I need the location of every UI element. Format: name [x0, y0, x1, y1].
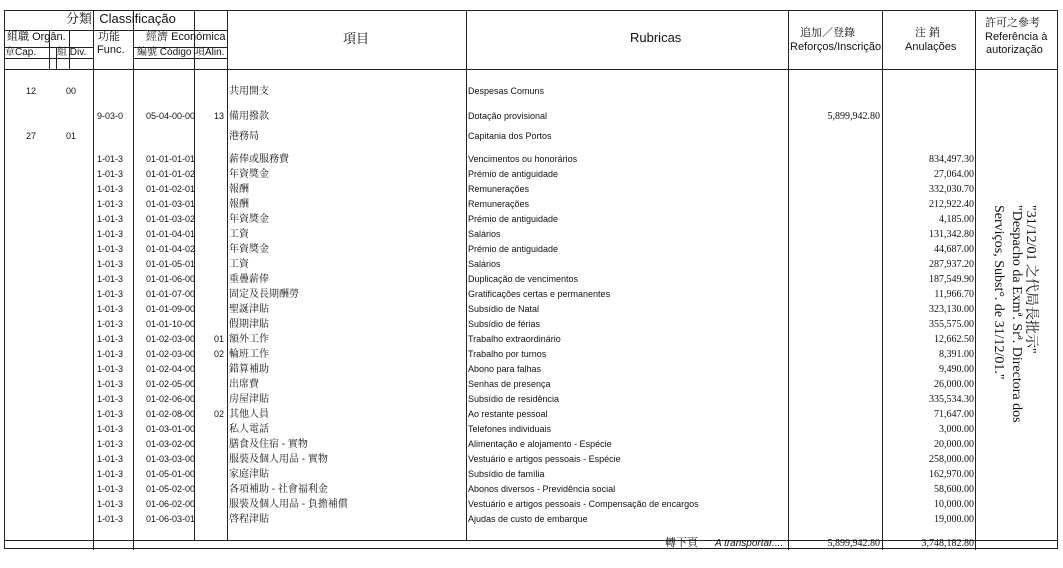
code-cell: 01-01-03-02	[146, 214, 196, 224]
func-cell: 1-01-3	[97, 244, 124, 254]
rubrica-cell: Prémio de antiguidade	[468, 169, 559, 179]
code-cell: 01-06-03-01	[146, 514, 196, 524]
item-zh-cell: 錯算補助	[229, 364, 269, 375]
cap-zh: 章	[5, 47, 15, 58]
anulacao-cell: 27,064.00	[934, 169, 974, 180]
item-zh-cell: 聖誕津貼	[229, 304, 269, 315]
anulacao-cell: 332,030.70	[929, 184, 974, 195]
code-cell: 01-01-01-01	[146, 154, 196, 164]
rubrica-cell: Subsídio de família	[468, 469, 545, 479]
rubrica-cell: Salários	[468, 259, 501, 269]
item-zh-cell: 家庭津貼	[229, 469, 269, 480]
func-cell: 1-01-3	[97, 304, 124, 314]
func-cell: 1-01-3	[97, 484, 124, 494]
item-zh-cell: 年資獎金	[229, 214, 269, 225]
rubrica-cell: Prémio de antiguidade	[468, 244, 559, 254]
func-cell: 1-01-3	[97, 289, 124, 299]
col-divider	[227, 11, 228, 540]
anulacao-cell: 323,130.00	[929, 304, 974, 315]
anulacao-cell: 58,600.00	[934, 484, 974, 495]
func-cell: 1-01-3	[97, 334, 124, 344]
func-cell: 1-01-3	[97, 349, 124, 359]
transport-pt: A transportar....	[715, 538, 784, 549]
anulacao-cell: 12,662.50	[934, 334, 974, 345]
rubrica-cell: Alimentação e alojamento - Espécie	[468, 439, 612, 449]
codigo-zh: 編號	[137, 47, 157, 58]
func-cell: 1-01-3	[97, 379, 124, 389]
item-zh-cell: 報酬	[229, 184, 249, 195]
anul-header-zh: 注 銷	[915, 27, 941, 39]
anulacao-cell: 335,534.30	[929, 394, 974, 405]
func-cell: 1-01-3	[97, 424, 124, 434]
anulacao-cell: 287,937.20	[929, 259, 974, 270]
item-zh-cell: 額外工作	[229, 334, 269, 345]
code-cell: 01-03-01-00	[146, 424, 196, 434]
code-cell: 01-01-04-01	[146, 229, 196, 239]
rubrica-cell: Vestuário e artigos pessoais - Espécie	[468, 454, 621, 464]
rubrica-cell: Gratificações certas e permanentes	[468, 289, 611, 299]
classificacao-zh: 分類	[66, 11, 93, 26]
code-cell: 01-01-09-00	[146, 304, 196, 314]
anulacao-cell: 11,966.70	[934, 289, 974, 300]
code-cell: 01-01-06-00	[146, 274, 196, 284]
func-cell: 1-01-3	[97, 214, 124, 224]
code-cell: 01-02-03-00	[146, 349, 196, 359]
rubrica-cell: Duplicação de vencimentos	[468, 274, 579, 284]
rubrica-cell: Abono para falhas	[468, 364, 542, 374]
anulacao-cell: 44,687.00	[934, 244, 974, 255]
item-zh-cell: 固定及長期酬勞	[229, 289, 299, 300]
econ-label	[146, 31, 225, 44]
func-pt: Func.	[97, 44, 125, 56]
code-cell: 01-01-02-01	[146, 184, 196, 194]
div-zh: 組	[57, 47, 67, 58]
alin-pt: Alin.	[205, 47, 225, 58]
func-cell: 1-01-3	[97, 454, 124, 464]
rubrica-cell: Trabalho por turnos	[468, 349, 547, 359]
func-cell: 1-01-3	[97, 229, 124, 239]
code-cell: 01-01-04-02	[146, 244, 196, 254]
organ-zh: 組職	[7, 31, 29, 43]
econ-pt: Económica	[171, 31, 226, 43]
item-zh-cell: 其他人員	[229, 409, 269, 420]
anulacao-cell: 131,342.80	[929, 229, 974, 240]
organ-pt: Orgân.	[32, 31, 66, 43]
rubrica-cell: Dotação provisional	[468, 111, 548, 121]
rubrica-cell: Ao restante pessoal	[468, 409, 548, 419]
classificacao-label	[66, 12, 176, 25]
code-cell: 01-01-07-00	[146, 289, 196, 299]
alin-zh: 項	[195, 47, 205, 58]
ref-header-pt1: Referência à	[985, 31, 1048, 43]
item-zh-cell: 服裝及個人用品 - 實物	[229, 454, 328, 465]
item-zh-cell: 重疊薪俸	[229, 274, 269, 285]
func-cell: 1-01-3	[97, 259, 124, 269]
items-header: 項目	[343, 31, 370, 46]
code-cell: 01-06-02-00	[146, 499, 196, 509]
div-cell: 00	[66, 86, 77, 96]
rubrica-cell: Telefones individuais	[468, 424, 552, 434]
rubricas-header: Rubricas	[630, 30, 682, 45]
codigo-pt: Código	[159, 47, 192, 58]
anulacao-cell: 187,549.90	[929, 274, 974, 285]
anulacao-cell: 71,647.00	[934, 409, 974, 420]
item-zh-cell: 共用開支	[229, 86, 269, 97]
organ-label	[7, 31, 66, 44]
header-bottom-rule	[5, 69, 1058, 70]
rubrica-cell: Prémio de antiguidade	[468, 214, 559, 224]
item-zh-cell: 薪俸或服務費	[229, 154, 289, 165]
item-zh-cell: 工資	[229, 259, 249, 270]
code-cell: 05-04-00-00	[146, 111, 196, 121]
classificacao-pt: Classificação	[99, 11, 176, 26]
reference-line-2: "Despacho da Exmª. Srª. Directora dos	[1009, 205, 1024, 423]
rubrica-cell: Abonos diversos - Previdência social	[468, 484, 616, 494]
anulacao-cell: 258,000.00	[929, 454, 974, 465]
alin-cell: 02	[214, 349, 225, 359]
ref-header-zh: 許可之參考	[985, 17, 1040, 29]
anulacao-cell: 10,000.00	[934, 499, 974, 510]
anulacao-cell: 20,000.00	[934, 439, 974, 450]
item-zh-cell: 膳食及住宿 - 實物	[229, 439, 308, 450]
code-cell: 01-01-10-00	[146, 319, 196, 329]
anulacao-cell: 3,000.00	[939, 424, 974, 435]
func-cell: 1-01-3	[97, 409, 124, 419]
rubrica-cell: Subsídio de férias	[468, 319, 541, 329]
code-cell: 01-02-06-00	[146, 394, 196, 404]
col-divider	[975, 11, 976, 550]
item-zh-cell: 報酬	[229, 199, 249, 210]
code-cell: 01-02-08-00	[146, 409, 196, 419]
func-cell: 1-01-3	[97, 364, 124, 374]
code-cell: 01-03-03-00	[146, 454, 196, 464]
anulacao-cell: 212,922.40	[929, 199, 974, 210]
code-cell: 01-03-02-00	[146, 439, 196, 449]
func-cell: 1-01-3	[97, 184, 124, 194]
cap-cell: 12	[26, 86, 37, 96]
reference-line-3: Serviços, Subst°. de 31/12/01."	[991, 205, 1006, 380]
reforcos-header-zh: 追加／登錄	[800, 27, 855, 39]
func-cell: 1-01-3	[97, 514, 124, 524]
rubrica-cell: Subsídio de Natal	[468, 304, 540, 314]
code-cell: 01-02-05-00	[146, 379, 196, 389]
authorization-reference	[980, 205, 1050, 423]
code-cell: 01-02-04-00	[146, 364, 196, 374]
col-divider	[93, 11, 94, 550]
func-cell: 1-01-3	[97, 199, 124, 209]
anul-header-pt: Anulações	[905, 41, 957, 53]
func-zh: 功能	[98, 31, 120, 43]
alin-cell: 13	[214, 111, 225, 121]
total-reforcos: 5,899,942.80	[827, 538, 880, 549]
item-zh-cell: 啓程津貼	[229, 514, 269, 525]
func-cell: 9-03-0	[97, 111, 124, 121]
alin-cell: 01	[214, 334, 225, 344]
rubrica-cell: Ajudas de custo de embarque	[468, 514, 588, 524]
func-cell: 1-01-3	[97, 394, 124, 404]
item-zh-cell: 年資獎金	[229, 169, 269, 180]
code-cell: 01-01-03-01	[146, 199, 196, 209]
col-divider	[133, 11, 134, 550]
alin-cell: 02	[214, 409, 225, 419]
code-cell: 01-01-01-02	[146, 169, 196, 179]
rubrica-cell: Vestuário e artigos pessoais - Compensação de encargos	[468, 499, 699, 509]
cap-pt: Cap.	[15, 47, 37, 58]
item-zh-cell: 港務局	[229, 131, 259, 142]
func-cell: 1-01-3	[97, 274, 124, 284]
rubrica-cell: Despesas Comuns	[468, 86, 545, 96]
func-cell: 1-01-3	[97, 469, 124, 479]
econ-zh: 經濟	[146, 31, 168, 43]
col-divider	[788, 11, 789, 550]
item-zh-cell: 房屋津貼	[229, 394, 269, 405]
func-cell: 1-01-3	[97, 439, 124, 449]
rubrica-cell: Salários	[468, 229, 501, 239]
rubrica-cell: Subsídio de residência	[468, 394, 560, 404]
rubrica-cell: Remunerações	[468, 184, 530, 194]
anulacao-cell: 162,970.00	[929, 469, 974, 480]
rubrica-cell: Vencimentos ou honorários	[468, 154, 578, 164]
anulacao-cell: 19,000.00	[934, 514, 974, 525]
rubrica-cell: Trabalho extraordinário	[468, 334, 561, 344]
reforco-cell: 5,899,942.80	[827, 111, 880, 122]
anulacao-cell: 4,185.00	[939, 214, 974, 225]
total-anulacoes: 3,748,182.80	[921, 538, 974, 549]
cap-label	[5, 46, 36, 59]
rubrica-cell: Senhas de presença	[468, 379, 551, 389]
codigo-label	[137, 46, 191, 59]
div-cell: 01	[66, 131, 77, 141]
col-divider	[466, 11, 467, 540]
reference-line-1: "31/12/01 之代局長批示"	[1023, 205, 1038, 354]
code-cell: 01-02-03-00	[146, 334, 196, 344]
rubrica-cell: Capitania dos Portos	[468, 131, 552, 141]
cap-cell: 27	[26, 131, 37, 141]
func-cell: 1-01-3	[97, 154, 124, 164]
div-pt: Div.	[69, 47, 87, 58]
item-zh-cell: 備用撥款	[229, 111, 269, 122]
anulacao-cell: 8,391.00	[939, 349, 974, 360]
item-zh-cell: 輪班工作	[229, 349, 269, 360]
item-zh-cell: 假期津貼	[229, 319, 269, 330]
code-cell: 01-01-05-01	[146, 259, 196, 269]
code-cell: 01-05-01-00	[146, 469, 196, 479]
alin-label	[195, 46, 224, 59]
rubrica-cell: Remunerações	[468, 199, 530, 209]
item-zh-cell: 服裝及個人用品 - 負擔補償	[229, 499, 348, 510]
anulacao-cell: 26,000.00	[934, 379, 974, 390]
item-zh-cell: 出席費	[229, 379, 259, 390]
item-zh-cell: 年資獎金	[229, 244, 269, 255]
div-label	[57, 46, 86, 59]
func-cell: 1-01-3	[97, 169, 124, 179]
item-zh-cell: 私人電話	[229, 424, 269, 435]
reforcos-header-pt: Reforços/Inscrição	[790, 41, 882, 53]
item-zh-cell: 各項補助 - 社會福利金	[229, 484, 328, 495]
anulacao-cell: 834,497.30	[929, 154, 974, 165]
ref-header-pt2: autorização	[986, 44, 1043, 56]
transport-zh: 轉下頁	[665, 537, 698, 549]
item-zh-cell: 工資	[229, 229, 249, 240]
func-cell: 1-01-3	[97, 319, 124, 329]
anulacao-cell: 355,575.00	[929, 319, 974, 330]
anulacao-cell: 9,490.00	[939, 364, 974, 375]
func-cell: 1-01-3	[97, 499, 124, 509]
code-cell: 01-05-02-00	[146, 484, 196, 494]
